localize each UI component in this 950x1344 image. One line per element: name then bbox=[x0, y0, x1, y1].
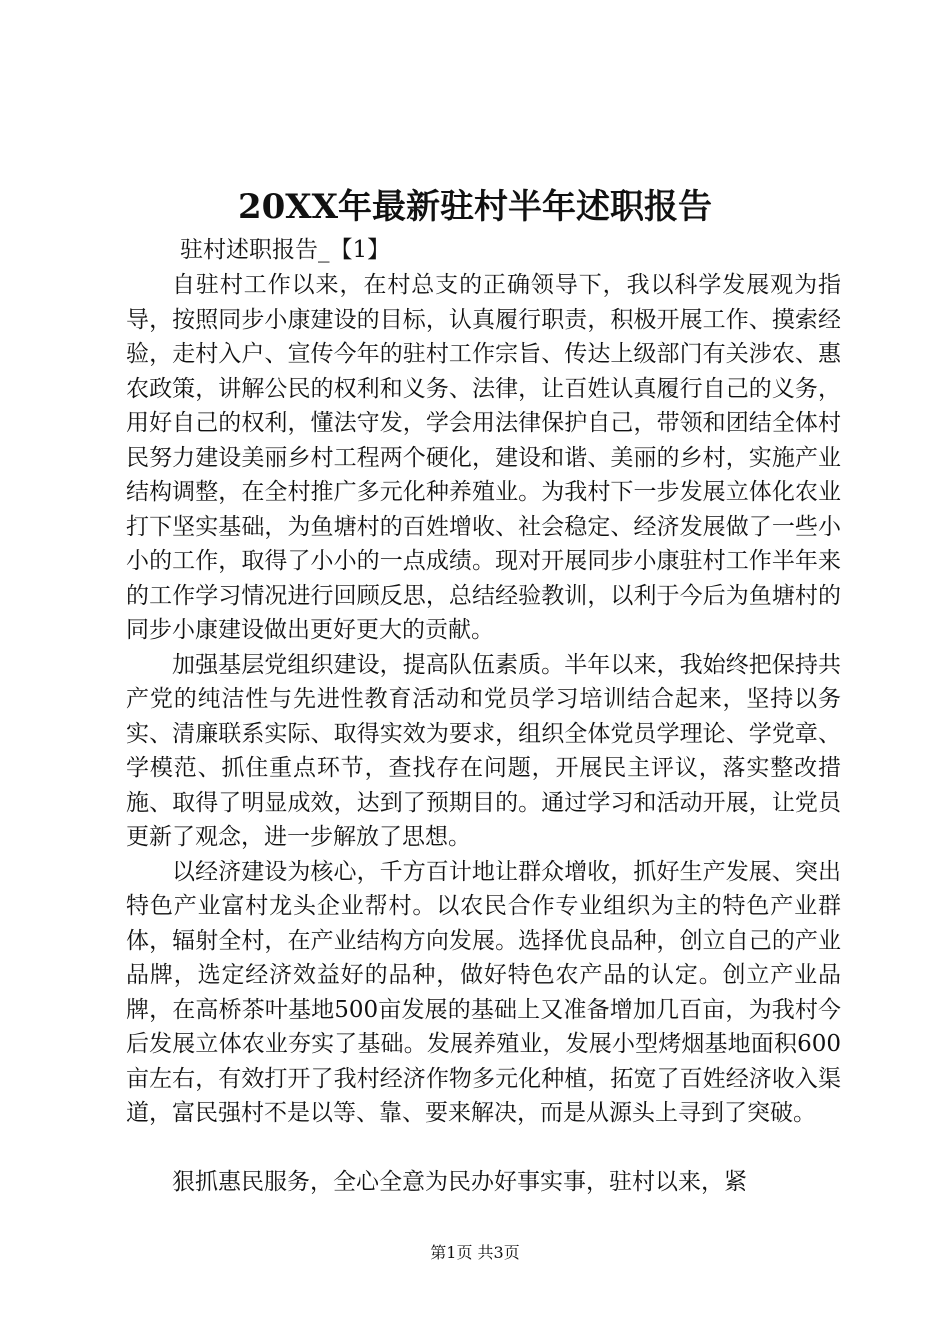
page-number-footer: 第1页 共3页 bbox=[430, 1243, 520, 1262]
document-title: 20XX年最新驻村半年述职报告 bbox=[237, 187, 713, 227]
paragraph-4: 狠抓惠民服务，全心全意为民办好事实事，驻村以来，紧 bbox=[172, 1168, 747, 1195]
document-body bbox=[126, 268, 841, 1199]
paragraph-3: 以经济建设为核心，千方百计地让群众增收，抓好生产发展、突出特色产业富村龙头企业帮村。以农民合作专业组织为主的特色产业群体，辐射全村，在产业结构方向发展。选择优良品种，创立自己的产业品牌，选定经济效益好的品种，做好特色农产品的认定。创立产业品牌，在高桥茶叶基地500亩发展的基础上又准备增加几百亩，为我村今后发展立体农业夯实了基础。发展养殖业，发展小型烤烟基地面积600亩左右，有效打开了我村经济作物多元化种植，拓宽了百姓经济收入渠道，富民强村不是以等、靠、要来解决，而是从源头上寻到了突破。 bbox=[126, 858, 841, 1126]
section-heading: 驻村述职报告_【1】 bbox=[180, 237, 391, 263]
paragraph-1: 自驻村工作以来，在村总支的正确领导下，我以科学发展观为指导，按照同步小康建设的目标，认真履行职责，积极开展工作、摸索经验，走村入户、宣传今年的驻村工作宗旨、传达上级部门有关涉农、惠农政策，讲解公民的权利和义务、法律，让百姓认真履行自己的义务，用好自己的权利，懂法守发，学会用法律保护自己，带领和团结全体村民努力建设美丽乡村工程两个硬化，建设和谐、美丽的乡村，实施产业结构调整，在全村推广多元化种养殖业。为我村下一步发展立体化农业打下坚实基础，为鱼塘村的百姓增收、社会稳定、经济发展做了一些小小的工作，取得了小小的一点成绩。现对开展同步小康驻村工作半年来的工作学习情况进行回顾反思，总结经验教训，以利于今后为鱼塘村的同步小康建设做出更好更大的贡献。 bbox=[126, 272, 841, 643]
paragraph-2: 加强基层党组织建设，提高队伍素质。半年以来，我始终把保持共产党的纯洁性与先进性教育活动和党员学习培训结合起来，坚持以务实、清廉联系实际、取得实效为要求，组织全体党员学理论、学党章、学模范、抓住重点环节，查找存在问题，开展民主评议，落实整改措施、取得了明显成效，达到了预期目的。通过学习和活动开展，让党员更新了观念，进一步解放了思想。 bbox=[126, 651, 841, 850]
